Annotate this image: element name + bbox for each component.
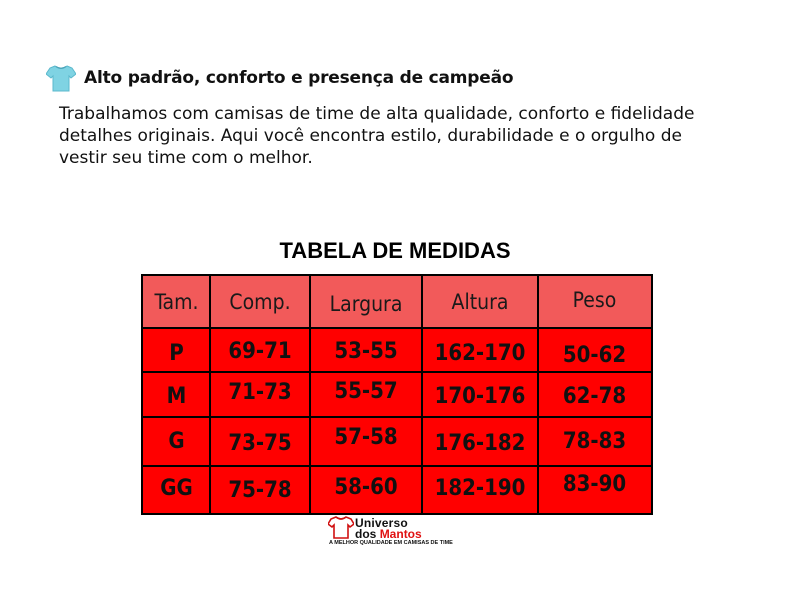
table-value-cell: 75-78 (228, 478, 292, 503)
tshirt-icon (46, 64, 76, 92)
table-value-cell: 176-182 (434, 431, 526, 456)
intro-line: Trabalhamos com camisas de time de alta qualidade, conforto e fidelidade (59, 104, 695, 124)
table-value-cell: 58-60 (334, 475, 398, 500)
table-row-divider (143, 416, 651, 418)
table-value-cell: 69-71 (228, 339, 292, 364)
table-header-cell: Comp. (229, 290, 291, 314)
table-header-cell: Peso (572, 288, 617, 312)
intro-line: vestir seu time com o melhor. (59, 148, 313, 168)
table-value-cell: 62-78 (562, 384, 627, 409)
table-size-cell: G (168, 429, 185, 454)
table-size-cell: P (169, 341, 184, 366)
logo-tagline: A MELHOR QUALIDADE EM CAMISAS DE TIME (329, 540, 453, 546)
table-value-cell: 53-55 (334, 339, 398, 364)
table-value-cell: 73-75 (228, 431, 292, 456)
table-title: TABELA DE MEDIDAS (279, 238, 511, 263)
table-row-divider (143, 371, 651, 373)
table-value-cell: 170-176 (434, 384, 526, 409)
shirt-logo-icon (328, 515, 354, 539)
table-size-cell: M (166, 384, 187, 409)
table-row-divider (143, 465, 651, 467)
table-value-cell: 57-58 (334, 425, 398, 450)
table-header-cell: Tam. (154, 290, 199, 314)
table-value-cell: 78-83 (562, 429, 627, 454)
table-header-cell: Largura (329, 292, 403, 316)
logo-line1: Universo (355, 516, 408, 530)
section-heading (46, 64, 513, 92)
size-table (141, 274, 653, 515)
intro-paragraph (59, 103, 779, 169)
table-value-cell: 182-190 (434, 476, 526, 501)
heading-text: Alto padrão, conforto e presença de campeão (84, 68, 514, 88)
table-value-cell: 55-57 (334, 379, 398, 404)
table-value-cell: 50-62 (562, 343, 627, 368)
table-value-cell: 83-90 (562, 472, 627, 497)
brand-logo (328, 515, 463, 547)
table-size-cell: GG (160, 476, 193, 501)
table-value-cell: 162-170 (434, 341, 526, 366)
table-header-cell: Altura (451, 290, 509, 314)
table-value-cell: 71-73 (228, 380, 292, 405)
logo-line2: dos Mantos (355, 527, 422, 541)
intro-line: detalhes originais. Aqui você encontra estilo, durabilidade e o orgulho de (59, 126, 682, 146)
